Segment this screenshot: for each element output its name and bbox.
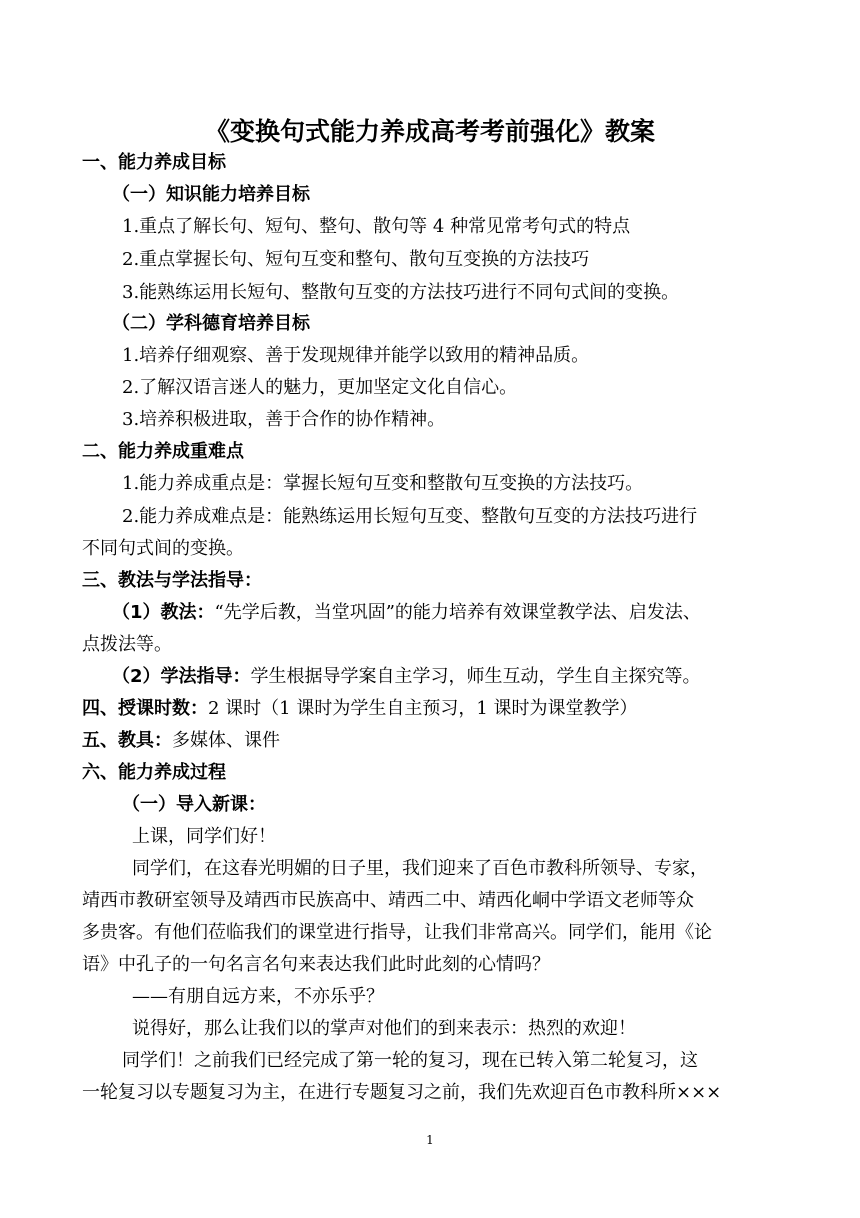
paragraph-line: 1.重点了解长句、短句、整句、散句等 4 种常见常考句式的特点 xyxy=(122,216,631,237)
inline-label: （2）学法指导： xyxy=(112,666,251,687)
paragraph-line: 同学们，在这春光明媚的日子里，我们迎来了百色市教科所领导、专家， xyxy=(132,858,708,879)
paragraph-line: 一轮复习以专题复习为主，在进行专题复习之前，我们先欢迎百色市教科所××× xyxy=(82,1082,722,1103)
section-heading-2: 二、能力养成重难点 xyxy=(82,441,244,462)
section-heading-1: 一、能力养成目标 xyxy=(82,152,226,173)
paragraph-line: 多贵客。有他们莅临我们的课堂进行指导，让我们非常高兴。同学们，能用《论 xyxy=(82,922,712,943)
paragraph-line xyxy=(82,700,638,718)
subsection-heading-6a: （一）导入新课： xyxy=(122,794,266,815)
paragraph-line: 同学们！之前我们已经完成了第一轮的复习，现在已转入第二轮复习，这 xyxy=(122,1050,698,1071)
paragraph-line: 1.培养仔细观察、善于发现规律并能学以致用的精神品质。 xyxy=(122,345,590,366)
paragraph-line: 3.能熟练运用长短句、整散句互变的方法技巧进行不同句式间的变换。 xyxy=(122,282,680,303)
inline-text: 学生根据导学案自主学习，师生互动，学生自主探究等。 xyxy=(250,666,701,687)
paragraph-line: 说得好，那么让我们以的掌声对他们的到来表示：热烈的欢迎！ xyxy=(132,1018,636,1039)
section-heading-5: 五、教具： xyxy=(82,730,172,751)
paragraph-line: 不同句式间的变换。 xyxy=(82,538,244,559)
paragraph-line: 1.能力养成重点是：掌握长短句互变和整散句互变换的方法技巧。 xyxy=(122,473,644,494)
paragraph-line: ——有朋自远方来，不亦乐乎？ xyxy=(132,986,384,1007)
section-heading-3: 三、教法与学法指导： xyxy=(82,570,262,591)
paragraph-line: 靖西市教研室领导及靖西市民族高中、靖西二中、靖西化峒中学语文老师等众 xyxy=(82,890,694,911)
paragraph-line: 2.了解汉语言迷人的魅力，更加坚定文化自信心。 xyxy=(122,377,518,398)
page-number: 1 xyxy=(426,1133,434,1147)
paragraph-line: 3.培养积极进取，善于合作的协作精神。 xyxy=(122,409,446,430)
paragraph-line: 点拨法等。 xyxy=(82,634,172,655)
section-heading-4: 四、授课时数： xyxy=(82,698,208,719)
paragraph-line: 2.重点掌握长句、短句互变和整句、散句互变换的方法技巧 xyxy=(122,249,590,270)
paragraph-line xyxy=(112,668,701,686)
paragraph-line xyxy=(82,732,280,750)
inline-text: 2 课时（1 课时为学生自主预习，1 课时为课堂教学） xyxy=(208,698,638,719)
paragraph-line: 上课，同学们好！ xyxy=(132,826,276,847)
subsection-heading-1b: （二）学科德育培养目标 xyxy=(112,313,310,334)
inline-text: “先学后教，当堂巩固”的能力培养有效课堂教学法、启发法、 xyxy=(214,602,701,623)
paragraph-line: 2.能力养成难点是：能熟练运用长短句互变、整散句互变的方法技巧进行 xyxy=(122,506,698,527)
inline-label: （1）教法： xyxy=(112,602,215,623)
paragraph-line xyxy=(112,604,701,622)
document-title: 《变换句式能力养成高考考前强化》教案 xyxy=(204,117,655,146)
inline-text: 多媒体、课件 xyxy=(172,730,280,751)
section-heading-6: 六、能力养成过程 xyxy=(82,762,226,783)
subsection-heading-1a: （一）知识能力培养目标 xyxy=(112,184,310,205)
paragraph-line: 语》中孔子的一句名言名句来表达我们此时此刻的心情吗？ xyxy=(82,954,550,975)
